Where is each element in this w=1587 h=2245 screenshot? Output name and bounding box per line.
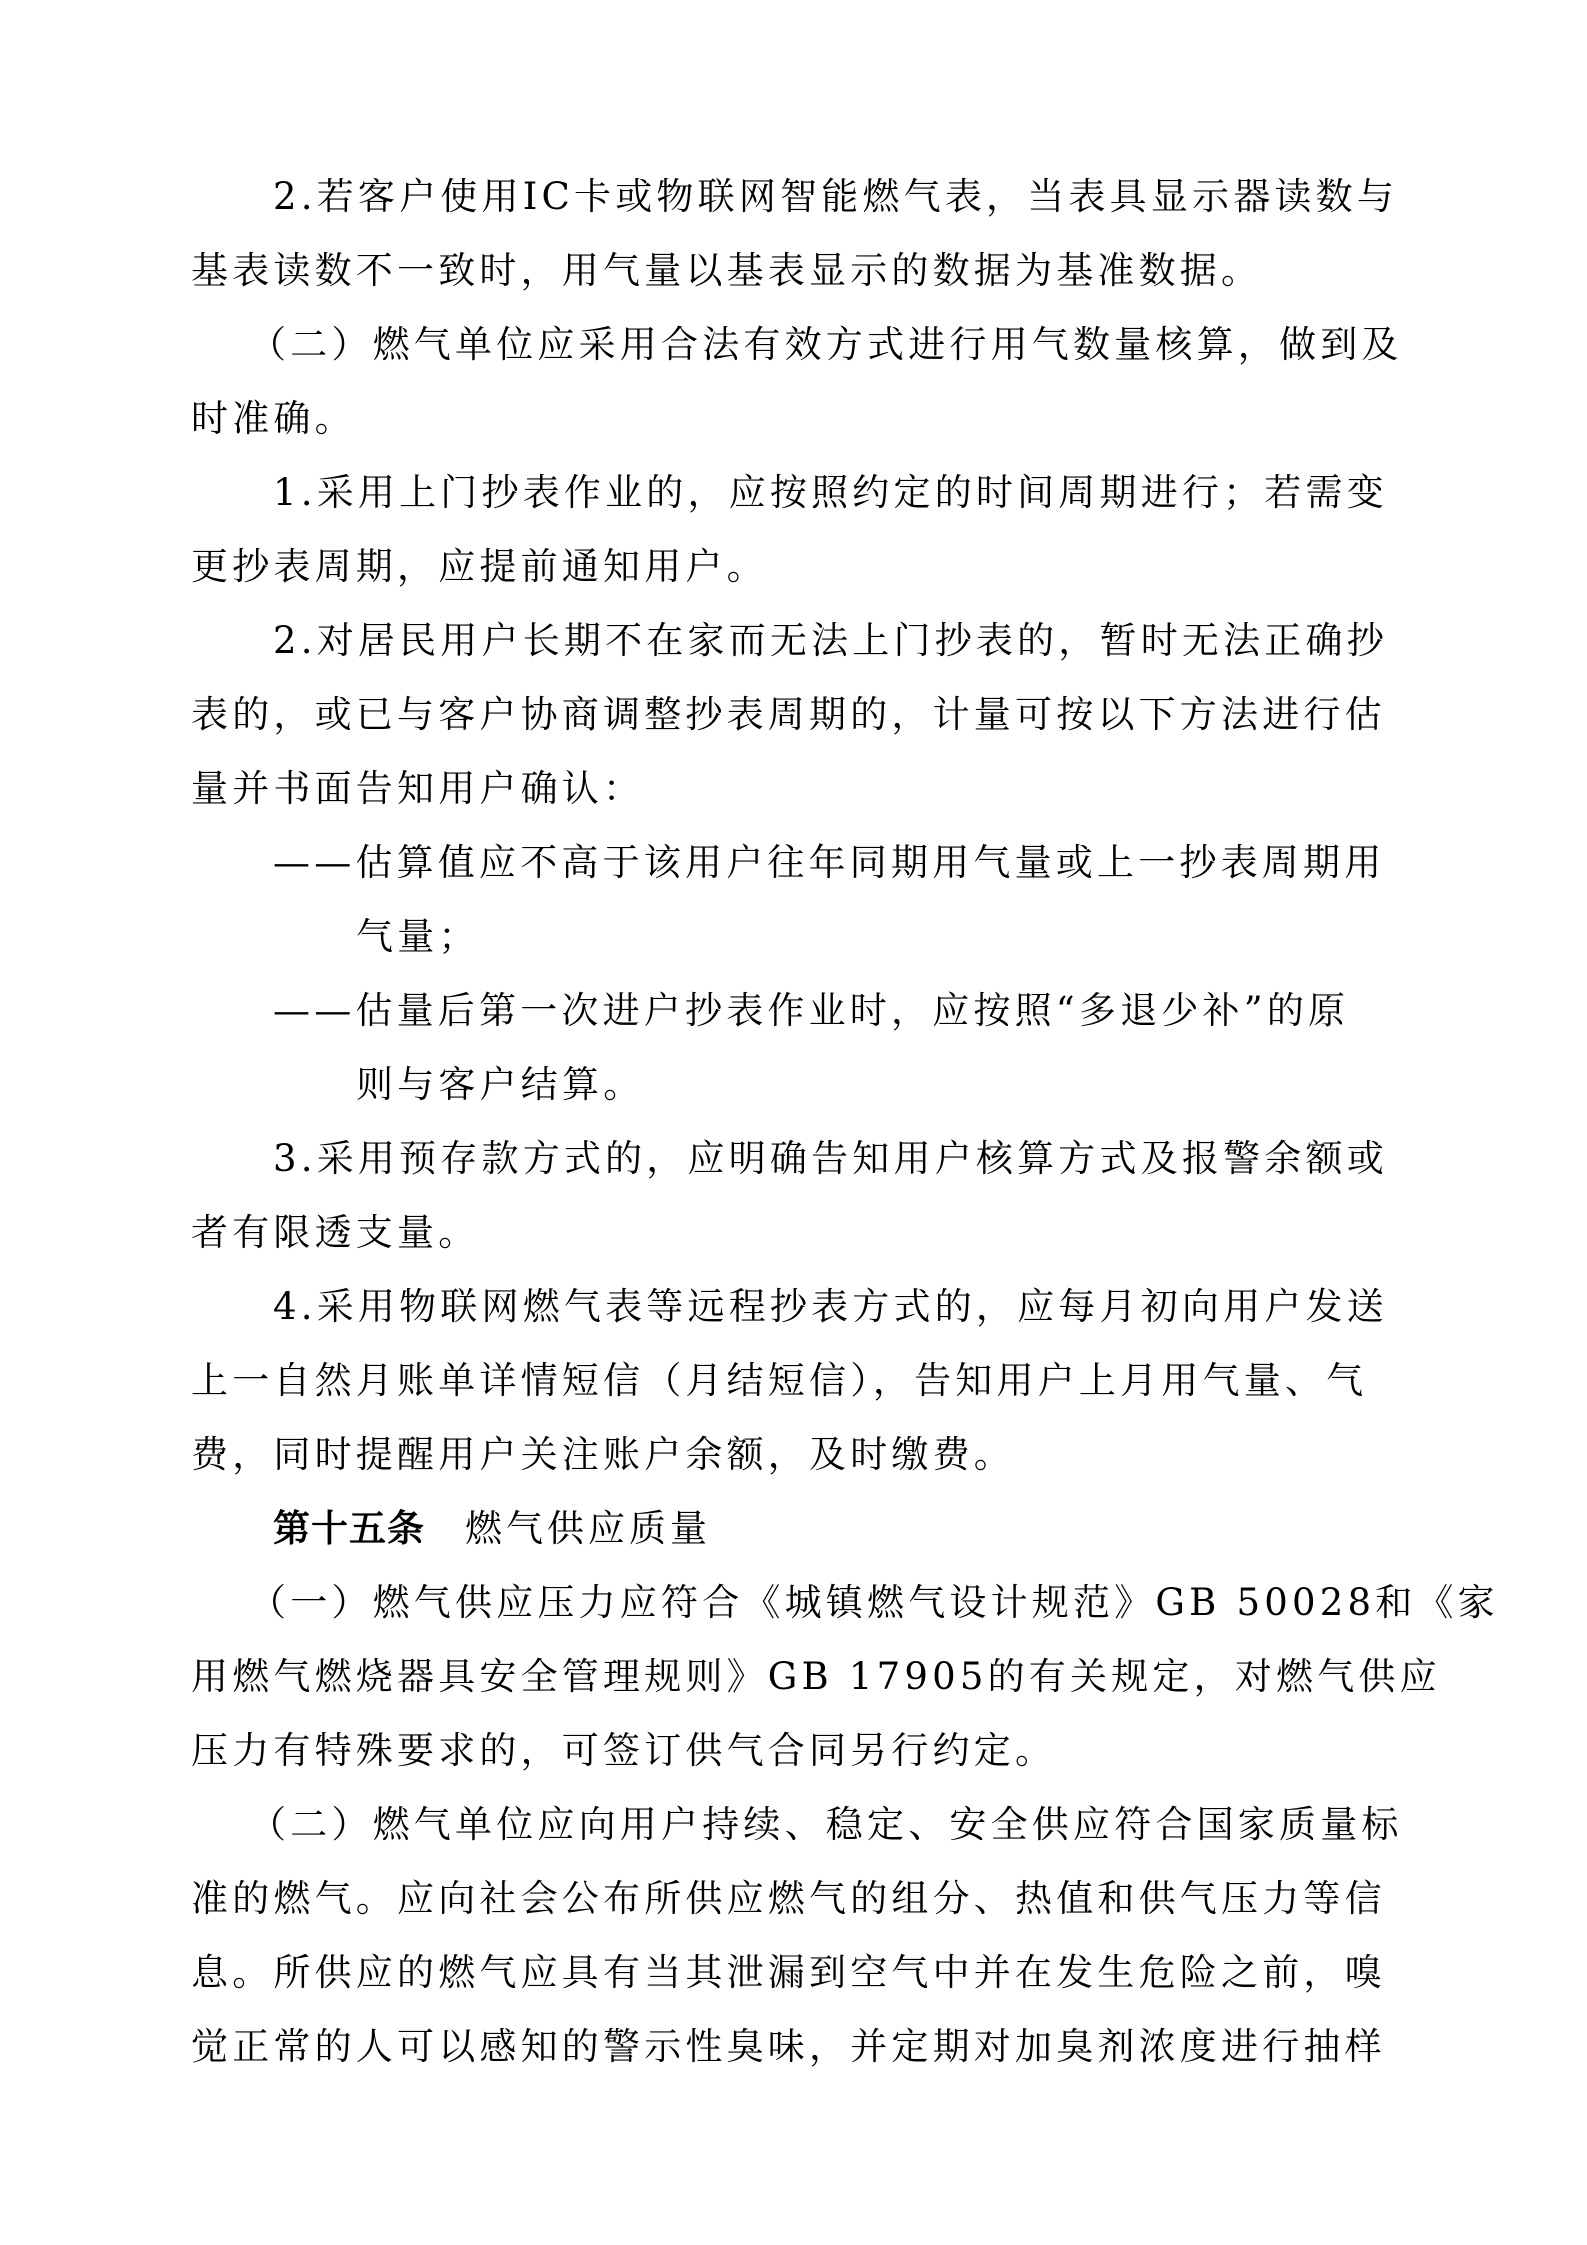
dash-list-item: ——估算值应不高于该用户往年同期用气量或上一抄表周期用 xyxy=(273,841,1386,884)
article-title: 燃气供应质量 xyxy=(465,1507,711,1550)
dash-list-item: ——估量后第一次进户抄表作业时，应按照“多退少补”的原 xyxy=(273,989,1350,1032)
paragraph-line: 基表读数不一致时，用气量以基表显示的数据为基准数据。 xyxy=(191,249,1263,292)
paragraph-line: 准的燃气。应向社会公布所供应燃气的组分、热值和供气压力等信 xyxy=(191,1877,1386,1920)
paragraph-line: 上一自然月账单详情短信（月结短信），告知用户上月用气量、气 xyxy=(191,1359,1368,1402)
paragraph-line: （二）燃气单位应向用户持续、稳定、安全供应符合国家质量标 xyxy=(249,1803,1403,1846)
paragraph-line: 4.采用物联网燃气表等远程抄表方式的，应每月初向用户发送 xyxy=(273,1285,1388,1328)
dash-list-item-continuation: 则与客户结算。 xyxy=(356,1063,645,1106)
paragraph-line: （二）燃气单位应采用合法有效方式进行用气数量核算，做到及 xyxy=(249,323,1403,366)
paragraph-line: 压力有特殊要求的，可签订供气合同另行约定。 xyxy=(191,1729,1057,1772)
paragraph-line: 表的，或已与客户协商调整抄表周期的，计量可按以下方法进行估 xyxy=(191,693,1386,736)
dash-list-item-continuation: 气量； xyxy=(356,915,480,958)
article-heading xyxy=(273,1492,711,1566)
paragraph-line: 2.对居民用户长期不在家而无法上门抄表的，暂时无法正确抄 xyxy=(273,619,1388,662)
article-number: 第十五条 xyxy=(273,1507,425,1550)
paragraph-line: 费，同时提醒用户关注账户余额，及时缴费。 xyxy=(191,1433,1015,1476)
paragraph-line: 觉正常的人可以感知的警示性臭味，并定期对加臭剂浓度进行抽样 xyxy=(191,2025,1386,2068)
paragraph-line: 息。所供应的燃气应具有当其泄漏到空气中并在发生危险之前，嗅 xyxy=(191,1951,1386,1994)
paragraph-line: （一）燃气供应压力应符合《城镇燃气设计规范》GB 50028和《家 xyxy=(249,1581,1499,1624)
paragraph-line: 2.若客户使用IC卡或物联网智能燃气表，当表具显示器读数与 xyxy=(273,175,1399,218)
paragraph-line: 时准确。 xyxy=(191,397,356,440)
paragraph-line: 更抄表周期，应提前通知用户。 xyxy=(191,545,768,588)
paragraph-line: 1.采用上门抄表作业的，应按照约定的时间周期进行；若需变 xyxy=(273,471,1388,514)
paragraph-line: 者有限透支量。 xyxy=(191,1211,480,1254)
paragraph-line: 3.采用预存款方式的，应明确告知用户核算方式及报警余额或 xyxy=(273,1137,1388,1180)
paragraph-line: 用燃气燃烧器具安全管理规则》GB 17905的有关规定，对燃气供应 xyxy=(191,1655,1441,1698)
paragraph-line: 量并书面告知用户确认： xyxy=(191,767,645,810)
